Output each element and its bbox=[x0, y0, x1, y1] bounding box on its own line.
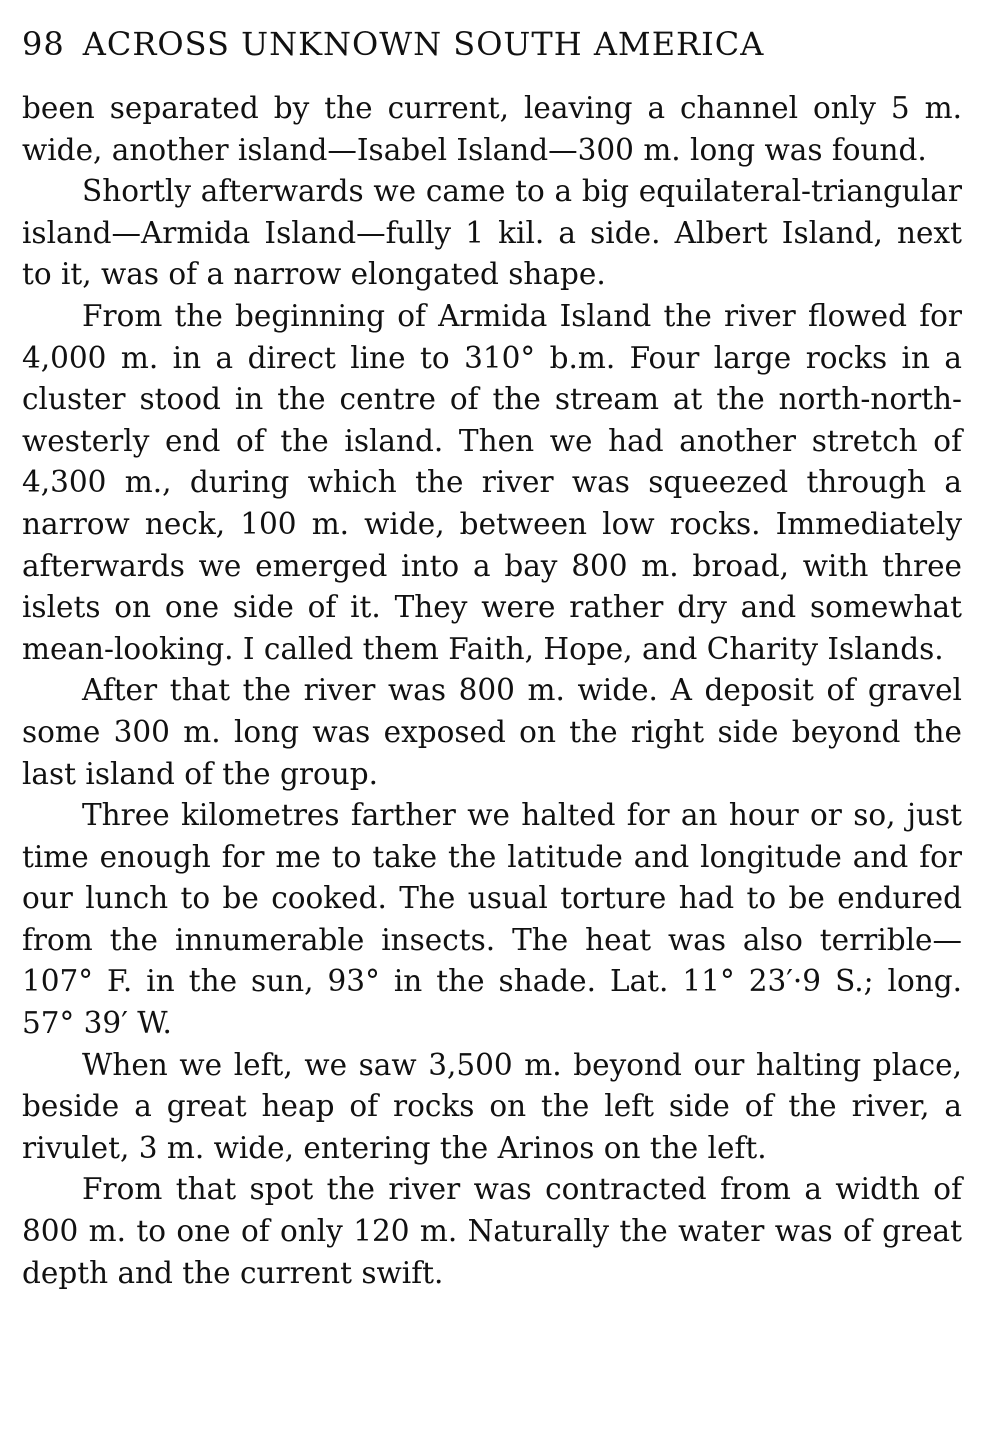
paragraph-narrowing: From that spot the river was contracted from a width of 800 m. to one of only 120 m. Naturally the water was of great depth and the current swift. bbox=[22, 1172, 962, 1290]
running-head bbox=[22, 24, 972, 64]
paragraph-river-course: From the beginning of Armida Island the river flowed for 4,000 m. in a direct line to 310° b.m. Four large rocks in a cluster stood in the centre of the stream at the north-north-westerly end of the island. Then we had another stretch of 4,300 m., during which the river was squeezed through a narrow neck, 100 m. wide, between low rocks. Immediately afterwards we emerged into a bay 800 m. broad, with three islets on one side of it. They were rather dry and somewhat mean-looking. I called them Faith, Hope, and Charity Islands. bbox=[22, 298, 962, 666]
paragraph-armida-island: Shortly afterwards we came to a big equilateral-triangular island—Armida Island—fully 1 kil. a side. Albert Island, next to it, was of a narrow elongated shape. bbox=[22, 174, 962, 292]
paragraph-halt: Three kilometres farther we halted for an hour or so, just time enough for me to take the latitude and longitude and for our lunch to be cooked. The usual torture had to be endured from the innumerable insects. The heat was also terrible—107° F. in the sun, 93° in the shade. Lat. 11° 23′·9 S.; long. 57° 39′ W. bbox=[22, 798, 962, 1041]
paragraph-continuation: been separated by the current, leaving a channel only 5 m. wide, another island—Isabel Island—300 m. long was found. bbox=[22, 91, 962, 167]
body-text bbox=[22, 88, 962, 1294]
paragraph-rivulet: When we left, we saw 3,500 m. beyond our halting place, beside a great heap of rocks on the left side of the river, a rivulet, 3 m. wide, entering the Arinos on the left. bbox=[22, 1047, 962, 1165]
page-number: 98 bbox=[22, 25, 65, 63]
paragraph-gravel-deposit: After that the river was 800 m. wide. A deposit of gravel some 300 m. long was exposed on the right side beyond the last island of the group. bbox=[22, 673, 962, 791]
running-title: ACROSS UNKNOWN SOUTH AMERICA bbox=[82, 25, 765, 63]
